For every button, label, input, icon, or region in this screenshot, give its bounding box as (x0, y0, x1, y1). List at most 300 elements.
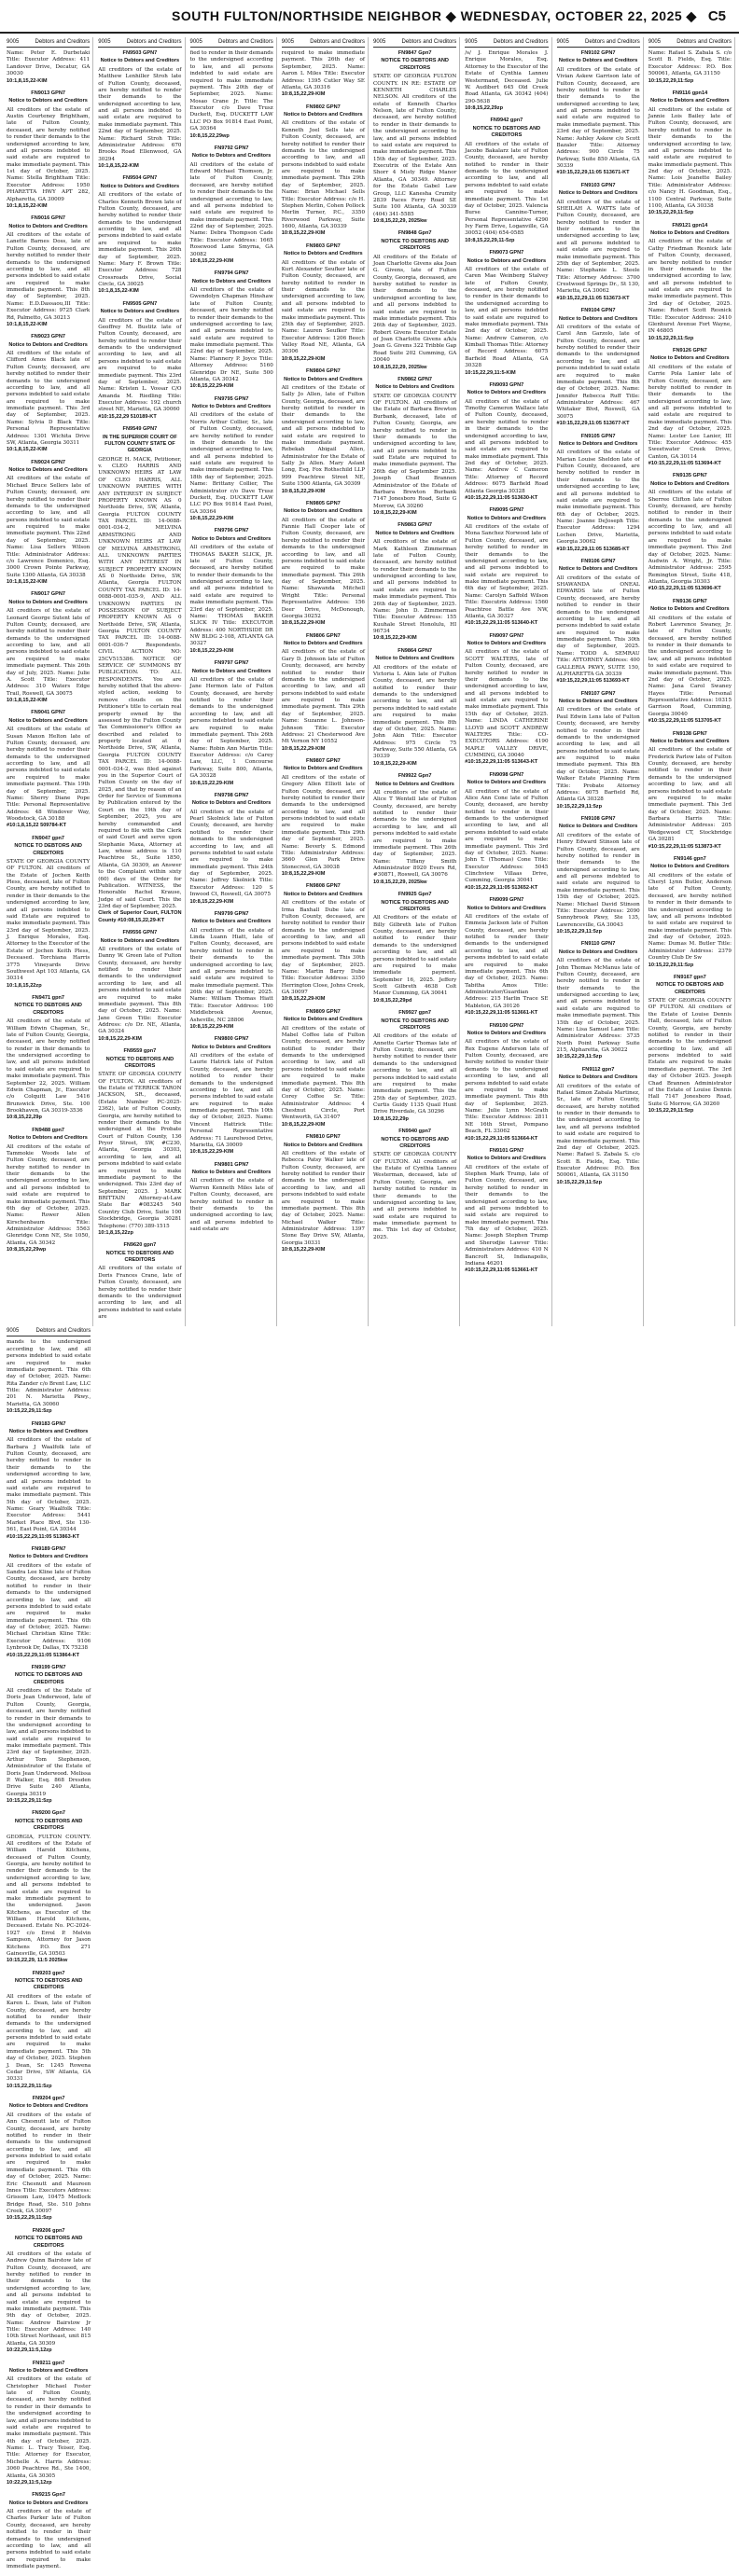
notice-title: Notice to Debtors and Creditors (467, 641, 547, 646)
legal-notice (373, 648, 456, 768)
notice-run-dates: 10:8,15,22,29, 2025kw (373, 364, 427, 370)
column-header (190, 37, 273, 48)
notice-title: NOTICE TO DEBTORS AND CREDITORS (14, 1978, 83, 1991)
notice-body: All creditors of the estate of Rex Eugene Anderson late of Fulton County, deceased, are hereby notified to render their demands to the undersigned according to law, and all persons indebted to said estate are required to make immediate payment. This 8th day of September, 2025. Name: Julie Lynn McGrath Title: Executor Address: 2811 NE 16th Street, Pompano Beach, FL 33062 (465, 1039, 549, 1135)
notice-body: All creditors of the estate of Emmeia Jackson late of Fulton County, deceased, are hereby notified to render their demands to the undersigned according to law, and all persons indebted to said estate are required to make immediate payment. This 6th day of October, 2025. Name: Tabitha Amos Title: Administrator/Guardian Address: 215 Harlin Trace SE Mableton, GA 30126 (465, 913, 549, 1009)
notice-run-dates: 10:8,15,22,29-KIM (189, 1149, 234, 1156)
notice-title: Notice to Debtors and Creditors (284, 376, 363, 382)
notice-title: NOTICE TO DEBTORS AND CREDITORS (381, 1136, 449, 1149)
notice-run-dates: 10:1,8,15,22-KIM (98, 163, 139, 169)
notice-run-dates: 10:8,15,22,29-KIM (189, 780, 234, 786)
notice-body: All creditors of the estate of Geoffrey M. Bustitz late of Fulton County, deceased, are hereby notified to render their demands to the undersigned according to law, and all persons indebted to said estate are required to make immediate payment. This 23rd day of September, 2025. Name: Kristen L. Vossar C/O Amanda M. Riedling Title: Executor Address: 192 church street NE, Marietta, GA 30060 (98, 317, 182, 413)
notice-run-dates: 10:15,22,29,11:5zp (556, 929, 603, 935)
notice-body: Name: Peter E. Durbetaki Title: Executor Address: 411 Landover Drive, Decatur, GA 30030 (7, 50, 91, 77)
notice-run-dates: #10:15,22,29,11:05 513661-KT (465, 1267, 538, 1274)
notice-title: Notice to Debtors and Creditors (8, 467, 88, 473)
notice-id: FN9796 GPN7 (214, 528, 249, 534)
notice-run-dates: #10:15,22,29,11:05 513685-KT (556, 546, 630, 552)
notice-run-dates: 10:1,8,15,22zp (7, 982, 42, 989)
notice-run-dates: 10:8,15,22,29-KIM (189, 516, 234, 521)
legal-notice (648, 975, 732, 1115)
page-header (0, 0, 739, 34)
notice-body: All creditors of the estate of Charles Parker late of Fulton County, deceased, are hereby notified to render in their demands to the undersigned according to law, and all persons indebted to said estate are required to make immediate payment. (7, 2509, 91, 2569)
notice-run-dates: 10:1,8,15,22-KIM (7, 321, 48, 327)
section-label: Debtors and Creditors (310, 39, 365, 45)
notice-id: FN9471 gpn7 (32, 995, 65, 1001)
column-header (98, 37, 181, 48)
legal-notice (557, 183, 640, 302)
legal-notice (648, 731, 732, 851)
legal-notice (7, 1971, 91, 2090)
legal-notice (282, 1009, 365, 1129)
column-2 (95, 37, 185, 1326)
notice-title: NOTICE TO DEBTORS AND CREDITORS (381, 238, 449, 252)
notice-body: All creditors of the estate of SHAWANDA ONEAL EDWARDS late of Fulton County, deceased, are hereby notified to render in their demands to the undersigned according to law, and all persons indebted to said estate are required to make immediate payment. This 30th day of September, 2025. Name: TODD A. SEMRAU Title: ATTORNEY Address: 400 GALLERIA PKWY, SUITE 150, ALPHARETTA GA 30339 (556, 575, 640, 677)
notice-title: Notice to Debtors and Creditors (558, 699, 638, 704)
notice-id: FN9167 gpn7 (673, 974, 706, 980)
notice-title: Notice to Debtors and Creditors (8, 2367, 89, 2374)
notice-body: All creditors of the estate of Gregory Allen Elliott late of Fulton County, deceased, are hereby notified to render their demands to the undersigned according to law, and all persons indebted to said estate are required to make immediate payment. This 29th day of September, 2025. Name: Beverly S. Edmond Title: Administrator Address: 3660 Glen Park Drive Stonecrest, GA 30038 (281, 774, 365, 870)
notice-title: Notice to Debtors and Creditors (284, 766, 363, 772)
notice-id: FN9106 GPN7 (580, 558, 616, 564)
section-label: Debtors and Creditors (585, 39, 640, 45)
legal-notice (190, 145, 273, 265)
legal-notice (648, 90, 732, 217)
legal-notice (373, 50, 456, 225)
notice-body: All creditors of the estate of Alice T Wentell late of Fulton County, deceased, are hereby notified to render their demands to the undersigned according to law, and all persons indebted to said estate are required to make immediate payment. This 26th day of September, 2025. Name: Tiffany Smith Administrator 8920 Evers Rd, #30871, Roswell, GA 30076 (373, 789, 457, 879)
notice-id: FN9108 GPN7 (580, 816, 616, 822)
notice-title: NOTICE TO DEBTORS AND CREDITORS (14, 2236, 83, 2249)
notice-run-dates: 10:8,15,22,29-KIM (281, 1247, 326, 1253)
notice-id: FN9559 gpn7 (123, 1048, 157, 1055)
notice-body: STATE OF GEORGIA COUNTY OF FULTON. All creditors of the Estate of Louise Dennis Hall, deceased, late of Fulton County, Georgia, are hereby notified to render in their demands to the undersigned according to law, and all persons indebted to said Estate are required to make immediate payment. The 3rd day of October 2025. Joseph Chad Brannen Administrator of the Estate of Louise Dennis Hall 7147 Jonesboro Road, Suite G Morrow, GA 30260 (648, 998, 732, 1107)
notice-run-dates: 10:8,15,22,29-KIM (281, 230, 326, 237)
section-code: 9005 (189, 39, 202, 45)
legal-notice (98, 1048, 181, 1237)
notice-id: FN9023 GPN7 (31, 334, 65, 340)
legal-notice (648, 856, 732, 969)
section-code: 9005 (98, 39, 111, 45)
notice-run-dates: 10:15,22,29,11:5-KIM (465, 369, 516, 376)
legal-notice (648, 223, 732, 342)
notice-body: All creditors of the estate of Michael Bruce Sellers late of Fulton County, deceased, are hereby notified to render their demands to the undersigned according to law, and all persons indebted to said estate are required to make immediate payment. This 22nd day of September, 2025. Name: Lisa Sellers Wilson Title: Administrator Address: c/o Lawrence Domenico, Esq. 3000 Crown Pointe Parkway, Suite 1300 Atlanta, GA 30338 (7, 476, 91, 578)
section-code: 9005 (281, 39, 295, 45)
notice-body: mands to the undersigned according to law, and all persons indebted to said estate are required to make immediate payment. This 6th day of October, 2025. Name: Rita Zander c/o Brent Law, LLC Title: Administrator Address: 201 N. Marietta Pkwy., Marietta, GA 30060 (7, 1339, 91, 1407)
notice-run-dates: 10:8,15,22,29zp (465, 105, 503, 111)
notice-run-dates: 10:15,22,29,11:5zp (7, 2083, 52, 2089)
notice-id: FN9146 gpn7 (673, 855, 706, 862)
section-label: Debtors and Creditors (676, 39, 732, 45)
legal-notice (282, 1134, 365, 1253)
notice-id: FN9100 GPN7 (489, 1022, 524, 1029)
notice-body: All creditors of the estate of Gwendolyn Chapman Hinshaw late of Fulton County, deceased, are hereby notified to render their demands to the undersigned according to law, and all persons indebted to said estate are required to make immediate payment. This 22nd day of September, 2025. Name: Flannery P. Joyce Title: Attorney Address: 5160 Glenridge Dr NE, Suite 500 Atlanta, GA 30342 (189, 287, 273, 382)
legal-notice (282, 883, 365, 1003)
notice-id: FN9488 gpn7 (32, 1127, 65, 1133)
notice-title: Notice to Debtors and Creditors (284, 891, 363, 897)
notice-run-dates: 10:15,22,29,11:5zp (556, 1179, 603, 1185)
legal-notice (465, 633, 548, 767)
section-label: Debtors and Creditors (35, 39, 91, 45)
notice-title: NOTICE TO DEBTORS AND CREDITORS (14, 1003, 82, 1016)
legal-notice (557, 50, 640, 177)
notice-id: FN9556 GPN7 (122, 930, 158, 936)
notice-id: FN9925 Gpn7 (397, 892, 432, 898)
notice-body: All creditors of the estate of SHEILAH A. WATTS late of Fulton County, deceased, are hereby notified to render in their demands to the undersigned according to law, and all persons indebted to said estate are required to make immediate payment. This 25th day of September, 2025. Name: Stephanie L. Steele Title: Attorney Address: 3700 Crestwood Springs Dr., St 130, Marietta, GA 30062 (556, 199, 640, 295)
notice-title: Notice to Debtors and Creditors (558, 824, 638, 830)
notice-run-dates: 10:1,8,15,22-KIM (7, 579, 48, 585)
legal-notice (373, 377, 456, 518)
notice-id: FN9098 GPN7 (489, 771, 524, 778)
notice-id: FN9126 GPN7 (673, 348, 707, 353)
section-code: 9005 (7, 39, 20, 45)
legal-notice (7, 710, 90, 829)
notice-id: FN9101 GPN7 (489, 1147, 524, 1154)
notice-title: Notice to Debtors and Creditors (8, 2103, 89, 2110)
legal-notice (465, 507, 548, 627)
notice-title: NOTICE TO DEBTORS AND CREDITORS (14, 1672, 83, 1685)
legal-notice (648, 50, 732, 85)
section-code: 9005 (465, 39, 478, 45)
notice-run-dates: Clerk of Superior Court, FULTON County #10:08,15,22,29-KT (98, 910, 182, 923)
legal-notice (7, 2492, 91, 2570)
notice-run-dates: 10:8,15,22,29-KIM (281, 871, 326, 877)
legal-notice (465, 772, 548, 892)
notice-run-dates: #10:15,22,29,11:05 513673-KT (556, 295, 630, 301)
column-header (373, 37, 456, 48)
notice-id: FN9013 GPN7 (31, 90, 65, 96)
notice-id: FN9801 GPN7 (214, 1161, 249, 1168)
notice-body: STATE OF GEORGIA COUNTY OF FULTON. All creditors of the Estate of Barbara Brewton Burbank, deceased, late of Fulton County, Georgia, are hereby notified to render in their demands to the undersigned according to law, and all persons indebted to said Estate are required to make immediate payment. The 26th day of September 2025. Joseph Chad Brannen Administrator of the Estate of Barbara Brewton Burbank 7147 Jonesboro Road, Suite G Morrow, GA 30260 (373, 393, 457, 509)
notice-body: All creditors of the estate of Rebecca Patsy Walker late of Fulton County, deceased, are hereby notified to render their demands to the undersigned according to law, and all persons indebted to said estate are required to make immediate payment. This 8th day of October, 2025. Name: Michael Walker Title: Administrator Address: 1397 Stone Bay Drive SW, Atlanta, Georgia 30331 (281, 1150, 365, 1246)
section-code: 9005 (556, 39, 569, 45)
legal-notice (282, 633, 365, 753)
notice-body: All creditors of the estate of Timothy Cameron Wallace late of Fulton County, deceased, are hereby notified to render in their demands to the undersigned according to law, and all persons indebted to said estate are required to make immediate payment. This 2nd day of October, 2025. Name: Andrew C Cameron Title: Attorney of Record Address: 6075 Barfield Road Atlanta Georgia 30328 (465, 398, 549, 494)
column-6 (462, 37, 551, 1326)
notice-id: FN9804 GPN7 (306, 368, 341, 375)
notice-run-dates: 10:8,15,22,29, 2025kw (373, 879, 427, 885)
notice-title: Notice to Debtors and Creditors (191, 919, 272, 925)
notice-title: Notice to Debtors and Creditors (100, 937, 180, 944)
notice-body: STATE OF GEORGIA COUNTY OF FULTON. All creditors of the Estate of TERRICK TARON JACKSON, SR., deceased, (Estate Number PC-2025-2362), late of Fulton County, Georgia, are hereby notified to render their demands to the undersigned at the Probate Court of Fulton County, 136 Pryor Street, SW, #C230, Atlanta, Georgia 30303, according to law, and all persons indebted to said estate are required to make immediate payment to the undersigned. This 23rd day of September, 2025. J. MARK BRITTAIN Attorney-at-Law State Bar #083245 540 Country Club Drive, Suite 100 Stockbridge, Georgia 30281 Telephone: (770) 389-1515 (98, 1072, 182, 1229)
legal-notice (465, 118, 548, 244)
notice-run-dates: 10:8,15,22,29, 2025kw (373, 218, 427, 224)
notice-body: All creditors of the estate of Rafael Simon Zabala Martinez, Sr., late of Fulton County, deceased, are hereby notified to render in their demands to the undersigned according to law, and all persons indebted to said estate are required to make immediate payment. This 2nd day of October, 2025. Name: Rafael S. Zabala S. c/o Scott B. Fields, Esq. Title: Executor Address: P.O. Box 500061, Atlanta, GA 31150 (556, 1083, 640, 1179)
notice-body: All creditors of the estate of Jacobo Bakalarz late of Fulton County, deceased, are hereby notified to render in their demands to the undersigned according to law, and all persons indebted to said estate are required to make immediate payment. This 1st day of October, 2025. Valencia Burse Cannine-Turner, Personal Representative 4290 Ivy Farm Drive, Loganville, GA 30052 (404) 654-0585 (465, 141, 549, 237)
notice-run-dates: 10:8,15,22,29-KIM (281, 745, 326, 752)
notice-id: FN9503 GPN7 (122, 50, 158, 56)
notice-title: Notice to Debtors and Creditors (467, 515, 547, 521)
notice-title: Notice to Debtors and Creditors (8, 341, 88, 348)
notice-id: FN9792 GPN7 (214, 145, 249, 151)
notice-title: Notice to Debtors and Creditors (191, 1044, 272, 1050)
notice-id: FN9940 gpn7 (398, 1129, 432, 1135)
notice-title: Notice to Debtors and Creditors (650, 606, 730, 613)
legal-notice (7, 836, 90, 990)
notice-body: All creditors of the estate of Austin Courteney Brightham, late of Fulton County, deceased, are hereby notified to render their demands to the undersigned according to law, and all persons indebted to said estate are required to make immediate payment. This 1st day of October, 2025. Name: Stella Brightham Title: Executor Address: 1950 PHARETTA HWY APT 282, Alpharetta, GA 30009 (7, 106, 91, 202)
notice-body: All creditors of the estate of Susan Maxon Helton late of Fulton County, deceased, are hereby notified to render their demands to the undersigned according to law, and all persons indebted to said estate are required to make immediate payment. This 19th day of September, 2025. Name: Sherry Diane Pope Title: Personal Representative Address: 48 Windover Way, Woodstock, GA 30188 (7, 727, 91, 822)
notice-run-dates: 10:15,22,29,11:5zp (556, 803, 603, 810)
notice-id: FN9797 GPN7 (214, 660, 249, 667)
notice-body: All creditors of the estate of Vivian Askew Garrison late of Fulton County, deceased, are hereby notified to render in their demands to the undersigned according to law, and all persons indebted to said estate are required to make immediate payment. This 23rd day of September, 2025. Name: Ashley Askew c/o Scott Bazaler Title: Attorney Address: 900 Circle 75 Parkway, Suite 850 Atlanta, GA 30339 (556, 66, 640, 169)
notice-id: FN9099 GPN7 (489, 897, 524, 904)
notice-id: FN9121 gpn14 (672, 222, 708, 229)
notice-body: All creditors of the Estate of Doris Jean Underwood, late of Fulton County, Georgia, deceased, are hereby notified to render in their demands to the undersigned according to law, and all persons indebted to said estate are required to make immediate payment. This 23rd day of September, 2025. Arthur Tom Stephenson, Administrator of the Estate of Doris Jean Underwood. Melissa P. Walker, Esq. 868 Dresden Drive Suite 240 Atlanta, Georgia 30319 (7, 1688, 91, 1797)
notice-run-dates: 10:8,15,22,29-KIM (281, 488, 326, 494)
notice-id: FN9863 GPN7 (397, 522, 432, 529)
legal-notice (7, 2361, 91, 2487)
column-header (7, 1326, 91, 1336)
notice-run-dates: 10:1,8,15,22-KIM (7, 447, 48, 453)
notice-run-dates: 10:8,15,22,29-KIM (189, 898, 234, 905)
legal-notice (282, 50, 365, 99)
column-3 (188, 37, 277, 1326)
notice-run-dates: #10:15,22,29,11:05 513864-KT (7, 1652, 80, 1658)
notice-body: All creditors of the estate of Caren Mae Weinberg Stalvey late of Fulton County, deceased, are hereby notified to render in their demands to the undersigned according to law, and all persons indebted to said estate are required to make immediate payment. This 2nd day of October, 2025. Name: Andrew Cameron, c/o Kimball Thomas Title: Attorney of Record Address: 6075 Barfield Road Atlanta, GA 30328 (465, 266, 549, 369)
notice-body: All creditors of the estate of Sandra Lee Kline late of Fulton County, deceased, are hereby notified to render in their demands to the undersigned according to law, and all persons indebted to said estate are required to make immediate payment. This 6th day of October, 2025. Name: Michael Christian Kline Title: Executor Address: 9106 Lynbrook Dr, Dallas, TX 75238 (7, 1562, 91, 1652)
column-5 (370, 37, 460, 1326)
notice-body: GEORGE H. MACK, Petitioner, v. CLEO HARRIS AND UNKNOWN HEIRS AT LAW OF CLEO HARRIS, ALL UNKNOWN PARTIES WITH ANY INTEREST IN SUBJECT PROPERTY KNOWN AS 0 Northside Drive, SW, Atlanta, Georgia FULTON COUNTY TAX PARCEL ID: 14-0088-0001-034-2, MELVINA ARMSTRONG AND UNKNOWN HEIRS AT LAW OF MELVINA ARMSTRONG, ALL UNKNOWN PARTIES WITH ANY INTEREST IN SUBJECT PROPERTY KNOWN AS 0 Northside Drive, SW, Atlanta, Georgia FULTON COUNTY TAX PARCEL ID: 14-0088-0001-035-9, AND ALL UNKNOWN PARTIES IN POSSESSION OF SUBJECT PROPERTY KNOWN AS 0 Northside Drive, SW, Atlanta, Georgia FULTON COUNTY TAX PARCEL ID: 14-0088-0001-036-7 Respondents. CIVIL ACTION NO: 25CV515386. NOTICE OF SERVICE OF SUMMONS BY PUBLICATION. TO: ALL RESPONDENTS. You are hereby notified that the above-styled action, seeking to remove clouds on the Petitioner's title to certain real property owned by the assessed by the Fulton County Tax Commissioner's Office as described and related to property located at 0 Northside Drive, SW, Atlanta, Georgia FULTON COUNTY TAX PARCEL ID: 14-0088-0001-034-2, was filed against you in the Superior Court of Fulton County on the day of 2025, and that by reason of an Order for Service of Summons by Publication entered by the Court on the 19th day of September, 2025, you are hereby commanded and required to file with the Clerk of said Court and serve upon Stephanie Maxa, Attorney at Law, whose address is 110 Peachtree St., Suite 1850, Atlanta, GA 30309, an Answer to the Complaint within sixty (60) days of the Order for Publication. WITNESS, the Honorable Rachel Krause, Judge of said Court. This the 23rd day of September, 2025. (98, 456, 182, 909)
notice-body: All creditors of the estate of John Thomas McManus late of Fulton County, deceased, are hereby notified to render in their demands to the undersigned according to law, and all persons indebted to said estate are required to make immediate payment. This 15th day of October, 2025. Name: Lisa Samuel Lane Title: Administrator Address: 3735 North Point Parkway Suite 215, Alpharetta, GA 30022 (556, 958, 640, 1053)
legal-notice (373, 522, 456, 642)
notice-title: Notice to Debtors and Creditors (284, 1142, 363, 1148)
notice-id: FN9800 GPN7 (214, 1036, 249, 1043)
notice-id: FN9810 GPN7 (306, 1134, 341, 1141)
notice-body: All creditors of the estate of Ann Chesnutt late of Fulton County, deceased, are hereby notified to render in their demands to the undersigned according to law, and all persons indebted to said estate are required to make immediate payment. This 6th day of October, 2025. Name: Eric Chesnutt and Maureen Innes Title: Executors Address: Grissom Law, 10475 Medlock Bridge Road, Ste. 510 Johns Creek, GA 30097 (7, 2112, 91, 2214)
notice-body: All creditors of the estate of THOMAS BAKER SLICK, JR. late of Fulton County, deceased, are hereby notified to render their demands to the undersigned according to law, and all persons indebted to said estate are required to make immediate payment. This 23rd day of September, 2025. Name: THOMAS BAKER SLICK IV Title: EXECUTOR Address: 400 NORTHSIDE DR NW BLDG 2-108, ATLANTA GA 30327 (189, 545, 273, 647)
notice-id: FN9107 GPN7 (580, 690, 616, 697)
notice-body: All creditors of the estate of Kenneth Joel Sells late of Fulton County, deceased, are hereby notified to render their demands to the undersigned according to law, and all persons indebted to said estate are required to make immediate payment. This 29th day of September, 2025. Name: Brian Michael Sells Title: Executor Address: c/o H. Stephen Merlin, Cohen Pollock Merlin Turner, P.C., 3350 Riverwood Parkway, Suite 1600, Atlanta, GA 30339 (281, 120, 365, 229)
notice-title: Notice to Debtors and Creditors (558, 190, 638, 197)
notice-run-dates: 10:8,15,22,29-KIM (189, 647, 234, 654)
notice-body: All creditors of the estate of Barbara J Waalfolk late of Fulton County, deceased, are hereby notified to render in their demands to the undersigned according to law, and all persons indebted to said estate are required to make immediate payment. This 5th day of October, 2025. Name: Geary Waalfolk Title: Executor Address: 5441 Market Place Blvd, Ste 130-561, East Point, GA 30344 (7, 1437, 91, 1533)
notice-body: All creditors of the estate of Frederick Parlow late of Fulton County, deceased, are hereby notified to render in their demands to the undersigned according to law, and all persons indebted to said estate are required to make immediate payment. This 3rd day of October, 2025. Name: Barbara Harris Title: Administrator Address: 205 Wedgewood CT, Stockbridge GA 30281 (648, 747, 732, 843)
notice-id: FN9799 GPN7 (214, 910, 249, 917)
legal-notice (282, 501, 365, 628)
notice-id: FN9798 GPN7 (214, 792, 249, 798)
notice-run-dates: 10:22,29,11:5,12zp (7, 2347, 52, 2354)
notice-run-dates: 10:15,22,29,11:5zp (648, 335, 694, 341)
column-1 (4, 37, 93, 1326)
notice-run-dates: 10:8,15,22,29-KIM (189, 1023, 234, 1030)
notice-id: FN9138 GPN7 (673, 730, 707, 737)
notice-id: FN9200 Gpn7 (32, 1810, 65, 1817)
notice-body: All creditors of the estate of Kurt Alexander Seufker late of Fulton County, deceased, are hereby notified to render in their demands to the undersigned according to law, and all persons indebted to said estate are required to make immediate payment. This 25th day of September, 2025. Name: Lauren Seufker Title: Executor Address: 1206 Beech Valley Road NE, Atlanta, GA 30306 (281, 259, 365, 355)
notice-run-dates: 10:1,8,15,22-KIM (98, 288, 139, 295)
notice-id: FN9620 gpn7 (123, 1242, 157, 1249)
notice-id: FN9093 GPN7 (489, 381, 524, 388)
notice-title: Notice to Debtors and Creditors (284, 508, 363, 515)
notice-title: Notice to Debtors and Creditors (558, 566, 638, 573)
notice-title: Notice to Debtors and Creditors (650, 355, 730, 362)
notice-title: Notice to Debtors and Creditors (375, 656, 454, 662)
legal-notice (648, 348, 732, 467)
legal-notice (98, 50, 181, 170)
notice-run-dates: 10:8,15,22,29-KIM (373, 635, 417, 642)
notice-title: NOTICE TO DEBTORS AND CREDITORS (472, 125, 541, 139)
section-label: Debtors and Creditors (493, 39, 549, 45)
column-header (465, 37, 548, 48)
notice-title: Notice to Debtors and Creditors (100, 183, 180, 189)
legal-notice (557, 691, 640, 810)
notice-title: Notice to Debtors and Creditors (558, 58, 638, 64)
notice-body: GEORGIA, FULTON COUNTY. All creditors of the Estate of William Harold Kitchens, deceased of Fulton County, Georgia, are hereby notified to render their demands to the undersigned according to law, and all persons indebted to said estate are required to make immediate payment to the undersigned. Jason Kitchens, as Executor of the William Harold Kitchens, Deceased. Estate No. PC-2024-1927 c/o Errol P. Melvin Sampson, Attorney for Jason Kitchens P.O. Box 271 Gainesville, GA 30503 (7, 1834, 91, 1957)
notice-id: FN9805 GPN7 (306, 500, 341, 506)
notice-title: Notice to Debtors and Creditors (191, 404, 272, 409)
notice-id: FN9116 gpn14 (672, 90, 708, 96)
notice-body: All creditors of the estate of Doris Frances Crane, late of Fulton County, deceased, are hereby notified to render their demands to the undersigned according to law, and all persons indebted to said estate are (98, 1266, 182, 1320)
notice-body: All creditors of the estate of Paul Edwin Lens late of Fulton County, deceased, are hereby notified to render in their demands to the undersigned according to law, and all persons indebted to said estate are required to make immediate payment. This 8th day of October, 2025. Name: Walker Estate Planning Firm Title: Probate Attorney Address: 6075 Barfield Rd, Atlanta GA 30328 (556, 707, 640, 803)
notice-body: All creditors of the estate of Carrie Pola Lanier late of Fulton County, deceased, are hereby notified to render in their demands to the undersigned according to law, and all persons indebted to said estate are required to make immediate payment. This 2nd day of October, 2025. Name: Lester Lee Lanier, III Title: Executor Address: 455 Sweetwater Creek Drive, Canton, GA 30114 (648, 364, 732, 460)
notice-body: All creditors of the estate of Gary D. Johnson late of Fulton County, deceased, are hereby notified to render their demands to the undersigned according to law, and all persons indebted to said estate are required to make immediate payment. This 29th day of September, 2025. Name: Suzanne L. Johnson-Johnson Title: Executor Address: 21 Chesterwood Ave Mt Vernon NY 10552 (281, 649, 365, 745)
legal-notice (98, 175, 181, 295)
notice-title: Notice to Debtors and Creditors (467, 1156, 547, 1162)
legal-notice (465, 1148, 548, 1275)
notice-id: FN9808 GPN7 (306, 883, 341, 890)
notice-id: FN9922 Gpn7 (397, 773, 432, 780)
notice-body: All creditors of the estate of Irma Baxhall Dube late of Fulton County, deceased, are hereby notified to render their demands to the undersigned according to law, and all persons indebted to said estate are required to make immediate payment. This 30th day of September, 2025. Name: Martin Barry Dube Title: Executor Address: 3350 Herrington Close, Johns Creek, GA 30097 (281, 900, 365, 995)
notice-body: All creditors of the estate of Clifford Amos Black late of Fulton County, deceased, are hereby notified to render their demands to the undersigned according to law, and all persons indebted to said estate are required to make immediate payment. This 3rd day of September, 2025. Name: Sylvia D Black Title: Personal Representative Address: 1301 Wichita Drive SW, Atlanta, Georgia 30311 (7, 351, 91, 446)
notice-title: Notice to Debtors and Creditors (8, 1135, 88, 1142)
notice-run-dates: #10:15,22,29,11:05 513696-KT (648, 586, 721, 592)
notice-title: Notice to Debtors and Creditors (191, 1170, 272, 1175)
notice-run-dates: #10:15,22,29 510189-KT (98, 413, 157, 420)
notice-title: Notice to Debtors and Creditors (375, 384, 454, 391)
notice-title: Notice to Debtors and Creditors (558, 440, 638, 447)
notice-body: All creditors of the estate of Jane Hermon late of Fulton County, deceased, are hereby notified to render their demands to the undersigned according to law, and all persons indebted to said estate are required to make immediate payment. This 26th day of September, 2025. Name: Robin Ann Martin Title: Executor Address: c/o Carey Law, LLC, 1 Concourse Parkway, Suite 800, Atlanta, GA 30328 (189, 676, 273, 780)
notice-body: All creditors of the estate of Christopher Michael Foster late of Fulton County, deceased, are hereby notified to render in their demands to the undersigned according to law, and all persons indebted to said estate are required to make immediate payment. This 4th day of October, 2025. Name: L. Tracy Teiser, Esq. Title: Attorney for Executor, Michelle A. Harris Address: 3060 Peachtree Rd., Ste 1400, Atlanta, GA 30305 (7, 2376, 91, 2479)
notice-id: FN9206 gpn7 (32, 2227, 65, 2234)
notice-title: NOTICE TO DEBTORS AND CREDITORS (105, 1250, 174, 1263)
notice-run-dates: 10:1,8,15,22-KIM (7, 698, 48, 703)
legal-notice (282, 243, 365, 363)
notice-run-dates: 10:8,15,22,29-KIM (189, 257, 234, 264)
notice-body: All creditors of the estate of Victoria L Akin late of Fulton County, deceased, are hereby notified to render their demands to the undersigned according to law, and all persons indebted to said estate are required to make immediate payment. This 8th day of October, 2025. Name: John Akin Title: Executor Address: 975 Circle 75 Parkway, Suite 550 Atlanta, GA 30339 (373, 664, 457, 760)
legal-notice (648, 473, 732, 592)
notice-body: All creditors of the estate of Sherree Clifton late of Fulton County, deceased, are hereby notified to render in their demands to the undersigned according to law, and all persons indebted to said estate are required to make immediate payment. This 2nd day of October, 2025. Name: Audwin A. Wright, Jr. Title: Administrator Address: 2595 Remington Street, Suite 418, Atlanta, Georgia 30303 (648, 490, 732, 585)
notice-run-dates: 10:8,15,22,29wp (7, 1247, 47, 1253)
legal-notice (98, 301, 181, 421)
notice-run-dates: #10:15,22,29,11:05 513640-KT (465, 620, 538, 627)
notice-title: Notice to Debtors and Creditors (8, 1428, 89, 1434)
notice-title: NOTICE TO DEBTORS AND CREDITORS (656, 982, 724, 995)
notice-body: All creditors of the estate of Stephen Mark Trump, late of Fulton County, deceased, are hereby notified to render in their demands to the undersigned according to law, and all persons indebted to said estate are required to make immediate payment. This 7th day of October, 2025. Name: Joseph Stephen Trump and Sherodjie Lawver Title: Administrators Address: 410 N Bancroft St, Indianapolis, Indiana 46201 (465, 1164, 549, 1267)
notice-title: Notice to Debtors and Creditors (467, 905, 547, 911)
column-header (7, 37, 90, 48)
notice-body: All creditors of the estate of Henry Edward Stinson late of Fulton County, deceased, are hereby notified to render in their demands to the undersigned according to law, and all persons indebted to said estate are required to make immediate payment. This 15th day of October, 2025. Name: Michael David Stinson Title: Executor Address: 2090 Sunnybrook Pkwy, Ste 135, Lawrenceville, GA 30043 (556, 832, 640, 928)
notice-title: Notice to Debtors and Creditors (467, 390, 547, 396)
notice-body: All creditors of the estate of Norris Arthur Collier, Sr., late of Fulton County, deceased, are hereby notified to render in their demands to the undersigned according to law, and all persons indebted to said estate are required to make immediate payment. This 18th day of September, 2025. Name: Brittany Collier, The Administrator c/o Dave Trusz Duckett, Esq. DUCKETT LAW LLC PO Box 91814 East Point, GA 30364 (189, 412, 273, 515)
notice-body: All creditors of the estate of Danny W. Green late of Fulton County, deceased, are hereby notified to render their demands to the undersigned according to law, and all persons indebted to said estate are required to make immediate payment. This 8th day of October, 2025. Name: Jane Green Title: Executor Address: c/o Dr. NE, Atlanta, GA 30324 (98, 946, 182, 1035)
notice-title: Notice to Debtors and Creditors (650, 738, 730, 744)
notice-run-dates: #10:15,22,29,11:05 513652-KT (465, 884, 538, 891)
notice-body: All creditors of the estate of Mark Kathleen Zimmerman late of Fulton County, deceased, are hereby notified to render their demands to the undersigned according to law, and all persons indebted to said estate are required to make immediate payment. This 26th day of September, 2025. Name: John D. Zimmerman Title: Executor Address: 155 Kuuhale Street Honolulu, HI 96734 (373, 539, 457, 634)
legal-notice (557, 816, 640, 935)
notice-run-dates: #10:15,22,29,11:05 513694-KT (648, 461, 721, 466)
notice-body: All creditors of the estate of William Edwin Chapman, Sr., late of Fulton County, Georgia, deceased, are hereby notified to render in their demands to the undersigned according to law, and all persons indebted to said estate are required to make immediate payment. This September 22, 2025. William Edwin Chapman, Jr., Executor c/o Colquitt Law 5416 Brunswick Drive, Ste. 100 Brookhaven, GA 30319-3536 (7, 1018, 91, 1114)
notice-title: Notice to Debtors and Creditors (375, 781, 454, 787)
notice-run-dates: 10:8,15,22,29p (7, 1115, 42, 1121)
notice-run-dates: 10:15,22,29,11:5zp (648, 1108, 694, 1114)
notice-id: FN9864 GPN7 (397, 647, 432, 654)
legal-notice (373, 1129, 456, 1241)
legal-notice (557, 559, 640, 686)
notice-title: Notice to Debtors and Creditors (650, 98, 730, 104)
legal-notice (190, 793, 273, 906)
page-number: C5 (707, 7, 726, 24)
notice-run-dates: 10:15,22,29,11:5zp (7, 1408, 52, 1415)
legal-notice (7, 591, 90, 704)
notice-run-dates: 10:8,15,22,29-KIM (281, 620, 326, 627)
legal-notice (7, 90, 90, 210)
legal-notice (7, 50, 90, 85)
legal-notice (373, 773, 456, 886)
notice-body: All creditors of the estate of Cathy Friedman Resnick late of Fulton County, deceased, are hereby notified to render in their demands to the undersigned according to law, and all persons indebted to said estate are required to make immediate payment. This 3rd day of October, 2025. Name: Robert Scott Resnick Title: Executor Address: 2410 Glenhurst Avenue Fort Wayne, IN 46805 (648, 239, 732, 335)
notice-title: Notice to Debtors and Creditors (191, 800, 272, 807)
notice-run-dates: #10:15,22,29,11:05 513863-KT (7, 1533, 80, 1540)
masthead-title: SOUTH FULTON/NORTHSIDE NEIGHBOR ◆ WEDNESDAY, OCTOBER 22, 2025 ◆ (171, 7, 697, 23)
notice-title: NOTICE TO DEBTORS AND CREDITORS (105, 1056, 174, 1069)
notice-title: Notice to Debtors and Creditors (467, 1030, 547, 1036)
notice-body: All creditors of the estate of Tammokie Woods late of Fulton County, deceased, are hereby notified to render in their demands to the undersigned according to law, and all persons indebted to said estate are required to make immediate payment. This 6th day of October, 2025. Name: Rower Allen Kirschenbaum Title: Administrator Address: 5563 Glenridge Conn NE, Ste 1050, Atlanta, GA 30342 (7, 1143, 91, 1246)
notice-id: FN9047 gpn7 (32, 835, 65, 841)
legal-notice (465, 382, 548, 502)
notice-body: All creditors of the estate of Robert Lawrence Swaney, Jr. late of Fulton County, deceased, are hereby notified to render in their demands to the undersigned according to law, and all persons indebted to said estate are required to make immediate payment. This 2nd day of October, 2025. Name: Jana Carol Swaney Hayes Title: Personal Representative Address: 10315 Garrison Road, Cumming, Georgia 30040 (648, 615, 732, 717)
notice-body: All creditors of the estate of Laurie Hatrick late of Fulton County, deceased, are hereby notified to render their demands to the undersigned according to law, and all persons indebted to said estate are required to make immediate payment. This 10th day of October, 2025. Name: Vincent Hattrick Title: Personal Representative Address: 71 Laurelwood Drive, Marietta, GA 30009 (189, 1053, 273, 1148)
notice-body: All creditors of the estate of SCOTT WALTERS, late of Fulton County, deceased, are hereby notified to render in their demands to the undersigned according to law, and all persons indebted to said estate are required to make immediate payment. This 15th day of October, 2025. Name: LINDA CATHERINE LLOYD and SCOTT ANDREW WALTERS Title: CO-EXECUTORS Address: 4190 MAPLE VALLEY DRIVE, CUMMING, GA 30040 (465, 649, 549, 758)
legal-notice (190, 396, 273, 523)
legal-notice (7, 2228, 91, 2355)
legal-notice (7, 460, 90, 587)
legal-notice (282, 104, 365, 238)
notice-body: All creditors of the estate of Fannie Hall Cooper late of Fulton County, deceased, are hereby notified to render their demands to the undersigned according to law, and all persons indebted to said estate are required to make immediate payment. This 26th day of September, 2025. Name: Shawanda Mitchell Wright Title: Personal Representative Address: 156 Deer Drive, McDonough, Georgia 30252 (281, 517, 365, 619)
notice-body: All creditors of the estate of Cheryl Lynn Butler, Anderson late of Fulton County, deceased, are hereby notified to render in their demands to the undersigned according to law, and all persons indebted to said estate are required to make immediate payment. This 2nd day of October, 2025. Name: Dumas M. Butler Title: Administrator Address: 2379 Country Club Dr Sw (648, 872, 732, 962)
legal-notice (282, 758, 365, 878)
notice-body: All creditors of the estate of Andrew Quinn Bairstow late of Fulton County, deceased, are hereby notified to render in their demands to the undersigned according to law, and all persons indebted to said estate are required to make immediate payment. This 9th day of October, 2025. Name: Andrew Bairstow Jr Title: Executor Address: 140 10th Street Northeast, unit 815 Atlanta, GA 30309 (7, 2251, 91, 2347)
notice-run-dates: #10:15,22,29,11:05 513643-KT (465, 759, 538, 766)
notice-title: Notice to Debtors and Creditors (100, 309, 180, 315)
section-label: Debtors and Creditors (401, 39, 457, 45)
notice-run-dates: 10:8,15,22,29-KIM (98, 1035, 142, 1042)
notice-title: NOTICE TO DEBTORS AND CREDITORS (14, 1818, 83, 1832)
notice-body: All creditors of the estate of Mona Sanchez Norwood late of Fulton County, deceased, are hereby notified to render in their demands to the undersigned according to law, and all persons indebted to said estate are required to make immediate payment. This 6th day of September, 2025. Name: Carolyn Saffold Wilson Title: Executrix Address: 1560 Peachtree Battle Ave NW, Atlanta, GA 30327 (465, 524, 549, 619)
legal-notice (190, 528, 273, 655)
legal-notice (7, 2096, 91, 2223)
legal-notice (557, 434, 640, 553)
legal-notice (7, 1665, 91, 1806)
notice-body: All creditors of the estate of Annette Carter Thomas late of Fulton County, deceased, are hereby notified to render their demands to the undersigned according to law, and all persons indebted to said estate are required to make immediate payment. This the 25th day of September, 2025. Curtis Guidy 1135 Quail Hunt Drive Riverdale, GA 30296 (373, 1033, 457, 1115)
notice-run-dates: 10:8,15,22,29-KIM (373, 760, 417, 767)
section-code: 9005 (7, 1328, 20, 1335)
notice-id: FN9211 gpn7 (32, 2360, 65, 2366)
notice-id: FN9110 GPN7 (580, 941, 616, 948)
notice-id: FN9802 GPN7 (306, 104, 341, 110)
notice-body: All creditors of the estate of Karen L. Dean, late of Fulton County, deceased, are hereby notified to render their demands to the undersigned according to law, and all persons indebted to said estate are required to make immediate payment. This 5th day of October, 2025. Stephen J. Dean, Sr. 1245 Rowena Cedar Drive, SW Atlanta, GA 30331 (7, 1993, 91, 2083)
notice-id: FN9105 GPN7 (580, 433, 616, 439)
section-label: Debtors and Creditors (35, 1328, 91, 1335)
notice-title: Notice to Debtors and Creditors (8, 98, 88, 104)
notice-run-dates: 10:1,8,15,22zp (98, 1229, 133, 1236)
notice-run-dates: 10:8,15,22,29-KIM (189, 383, 234, 390)
notice-body: Name: Rafael S. Zabala S. c/o Scott B. Fields, Esq. Title: Executor Address: P.O. Box 500061, Atlanta, GA 31150 (648, 50, 732, 77)
notice-title: Notice to Debtors and Creditors (558, 1074, 638, 1081)
notice-id: FN9505 GPN7 (122, 300, 158, 307)
notice-title: Notice to Debtors and Creditors (8, 1554, 89, 1560)
notice-id: FN9102 GPN7 (580, 50, 616, 56)
notice-run-dates: 10:8,15,22,29p (373, 1115, 409, 1122)
legal-notice (190, 1162, 273, 1234)
legal-notice (465, 250, 548, 377)
legal-notice (7, 1546, 91, 1659)
